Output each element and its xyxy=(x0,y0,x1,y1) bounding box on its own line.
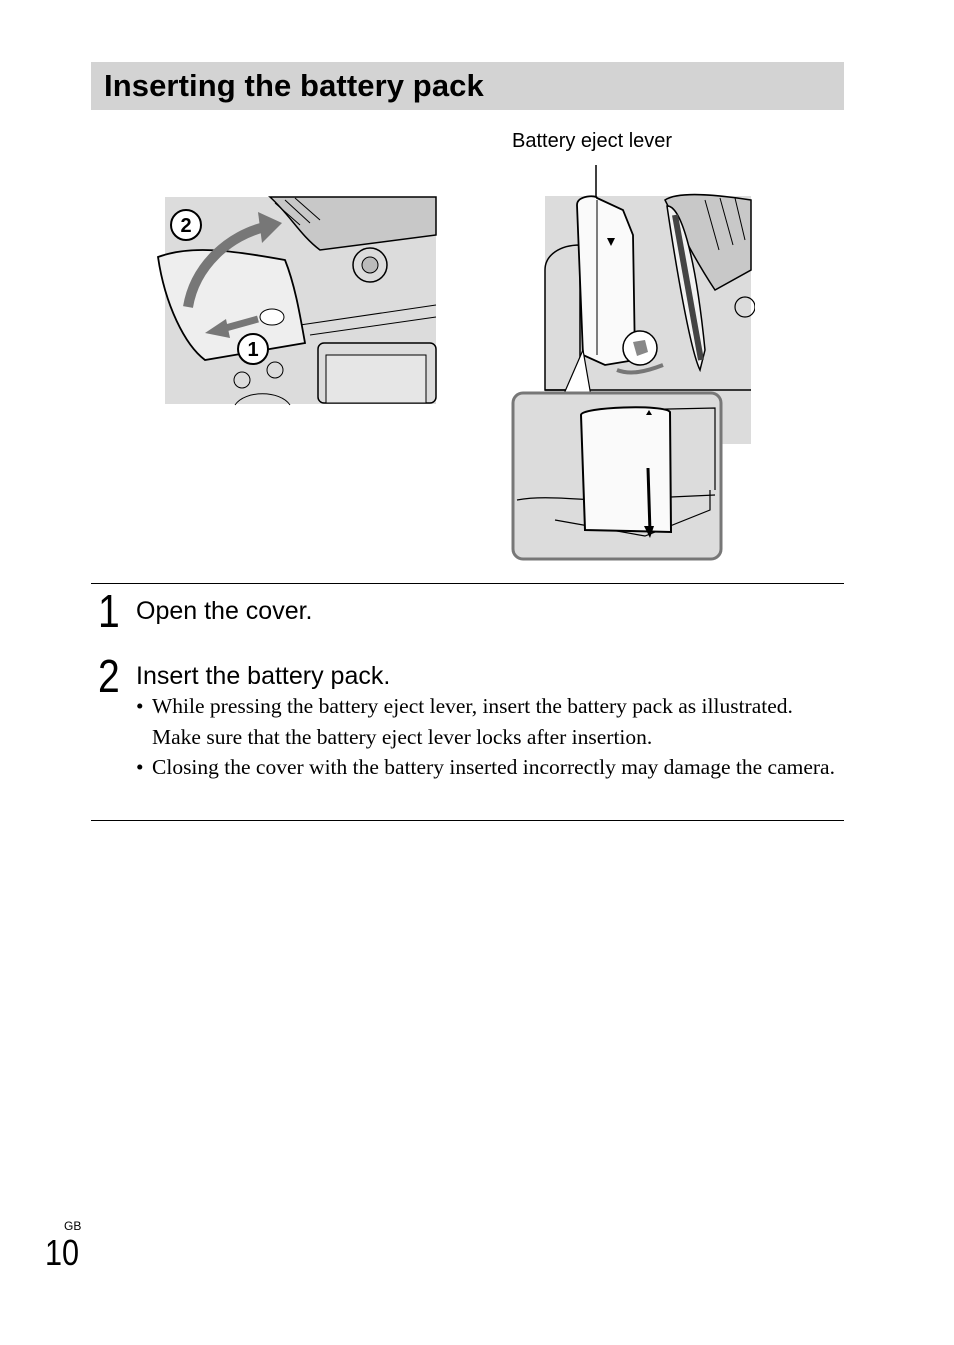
open-cover-illustration xyxy=(150,195,440,407)
step-1-number: 1 xyxy=(98,585,120,637)
insert-battery-illustration xyxy=(505,160,755,565)
section-title: Inserting the battery pack xyxy=(104,68,484,103)
step-2-number: 2 xyxy=(98,650,120,702)
marker-2: 2 xyxy=(180,215,192,237)
region-code: GB xyxy=(64,1219,82,1233)
marker-1: 1 xyxy=(247,339,259,361)
step-1-title: Open the cover. xyxy=(136,597,313,625)
steps-top-rule xyxy=(91,583,844,584)
step-2-title: Insert the battery pack. xyxy=(136,662,391,690)
battery-eject-lever-label: Battery eject lever xyxy=(512,130,673,152)
steps-bottom-rule xyxy=(91,820,844,821)
bullet-text: Closing the cover with the battery inserted incorrectly may damage the camera. xyxy=(152,755,835,779)
bullet-text: While pressing the battery eject lever, insert the battery pack as illustrated. Make sure that the battery eject lever locks after insertion. xyxy=(152,694,793,749)
step-2-bullet-1: • While pressing the battery eject lever, insert the battery pack as illustrated. Make sure that the battery eject lever locks after insertion. xyxy=(136,691,841,752)
page-number: 10 xyxy=(45,1232,80,1273)
step-2-bullet-2: • Closing the cover with the battery inserted incorrectly may damage the camera. xyxy=(136,752,841,783)
